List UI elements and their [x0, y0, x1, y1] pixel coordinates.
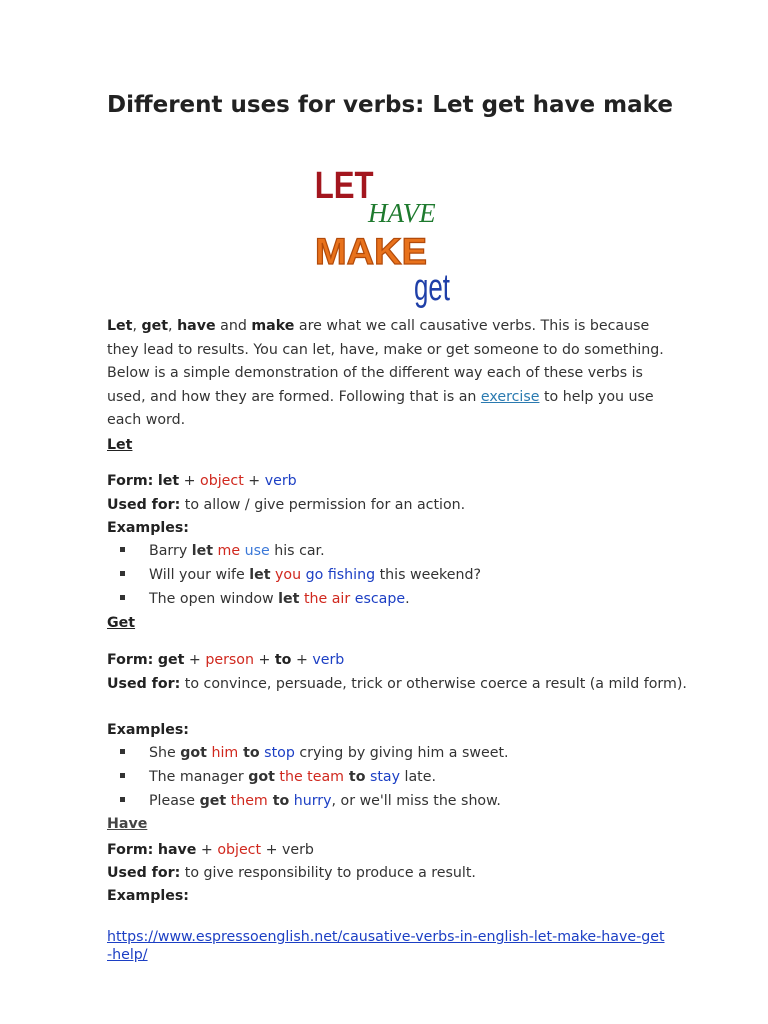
form-verb: get: [157, 652, 185, 668]
list-item: [120, 564, 481, 586]
ex-action: go fishing: [301, 567, 376, 583]
get-examples-label: [107, 719, 687, 741]
used-for-text: to convince, persuade, trick or otherwise coerce a result (a mild form).: [184, 676, 687, 692]
ex-text: crying by giving him a sweet.: [294, 745, 509, 761]
form-verb-part: verb: [281, 842, 314, 858]
bullet-icon: [120, 773, 125, 778]
ex-text: .: [405, 591, 410, 607]
logo-have: HAVE: [368, 198, 436, 228]
ex-text: , or we'll miss the show.: [331, 793, 501, 809]
ex-to: to: [238, 745, 260, 761]
ex-text: his car.: [269, 543, 325, 559]
bullet-icon: [120, 571, 125, 576]
ex-text: this weekend?: [375, 567, 482, 583]
ex-action: stay: [365, 769, 401, 785]
form-label: Form:: [107, 473, 154, 489]
ex-text: Please: [149, 793, 200, 809]
let-have-make-get-logo: [300, 160, 470, 310]
page-title: Different uses for verbs: Let get have make: [107, 92, 673, 118]
intro-end: to help you use each word.: [107, 388, 654, 428]
section-heading-let: Let: [107, 437, 133, 453]
ex-object: you: [270, 567, 302, 583]
used-for-label: Used for:: [107, 497, 181, 513]
intro-sep: ,: [168, 318, 178, 334]
form-verb: have: [157, 842, 197, 858]
intro-sep: and: [215, 318, 252, 334]
intro-sep: ,: [132, 318, 142, 334]
source-url-link[interactable]: https://www.espressoenglish.net/causative-verbs-in-english-let-make-have-get-help/: [107, 929, 665, 963]
bullet-icon: [120, 547, 125, 552]
have-examples-label: [107, 885, 687, 907]
ex-to: to: [343, 769, 366, 785]
list-item: [120, 588, 410, 610]
examples-label: Examples:: [107, 888, 189, 904]
ex-verb: let: [191, 543, 214, 559]
examples-label: Examples:: [107, 520, 189, 536]
form-label: Form:: [107, 652, 154, 668]
form-object: object: [200, 473, 244, 489]
form-verb-part: verb: [312, 652, 345, 668]
bullet-icon: [120, 797, 125, 802]
plus-sign: +: [248, 473, 261, 489]
intro-word-have: have: [177, 318, 216, 334]
ex-verb: got: [180, 745, 207, 761]
get-used-line: [107, 673, 687, 695]
logo-get: get: [414, 267, 451, 309]
ex-action: hurry: [289, 793, 332, 809]
have-used-line: [107, 862, 687, 884]
have-form-line: [107, 839, 687, 861]
bullet-icon: [120, 749, 125, 754]
ex-verb: got: [248, 769, 275, 785]
form-label: Form:: [107, 842, 154, 858]
ex-action: escape: [350, 591, 406, 607]
ex-object: the team: [274, 769, 344, 785]
ex-verb: let: [278, 591, 300, 607]
list-item: [120, 742, 509, 764]
ex-object: them: [226, 793, 268, 809]
intro-word-get: get: [141, 318, 169, 334]
ex-text: She: [149, 745, 181, 761]
form-verb: let: [157, 473, 180, 489]
used-for-text: to give responsibility to produce a result.: [184, 865, 476, 881]
let-form-line: [107, 470, 687, 492]
plus-sign: +: [258, 652, 271, 668]
ex-action: use: [240, 543, 270, 559]
intro-word-let: Let: [107, 318, 133, 334]
section-heading-get: Get: [107, 615, 136, 631]
plus-sign: +: [200, 842, 213, 858]
ex-verb: let: [249, 567, 271, 583]
form-verb-part: verb: [264, 473, 297, 489]
ex-text: Barry: [149, 543, 192, 559]
plus-sign: +: [295, 652, 308, 668]
form-to: to: [274, 652, 292, 668]
ex-object: the air: [299, 591, 351, 607]
let-used-line: [107, 494, 687, 516]
plus-sign: +: [188, 652, 201, 668]
ex-text: late.: [400, 769, 436, 785]
list-item: [120, 540, 325, 562]
intro-text: are what we call causative verbs. This is because they lead to results. You can let, have, make or get someone to do something. Below is a simple demonstration of the different way each of these verbs is used, and how they are formed. Following that is an: [107, 318, 664, 405]
get-form-line: [107, 649, 687, 671]
list-item: [120, 766, 436, 788]
form-object: object: [217, 842, 262, 858]
ex-to: to: [267, 793, 290, 809]
examples-label: Examples:: [107, 722, 189, 738]
ex-text: Will your wife: [149, 567, 250, 583]
bullet-icon: [120, 595, 125, 600]
used-for-label: Used for:: [107, 865, 181, 881]
let-examples-label: [107, 517, 687, 539]
ex-text: The open window: [149, 591, 279, 607]
ex-text: The manager: [149, 769, 249, 785]
intro-word-make: make: [251, 318, 295, 334]
ex-verb: get: [199, 793, 227, 809]
plus-sign: +: [183, 473, 196, 489]
plus-sign: +: [265, 842, 278, 858]
used-for-label: Used for:: [107, 676, 181, 692]
ex-object: me: [213, 543, 241, 559]
logo-let: LET: [314, 165, 374, 207]
form-object: person: [205, 652, 254, 668]
section-heading-have: Have: [107, 816, 148, 832]
used-for-text: to allow / give permission for an action.: [184, 497, 466, 513]
ex-object: him: [206, 745, 239, 761]
ex-action: stop: [259, 745, 295, 761]
list-item: [120, 790, 501, 812]
exercise-link[interactable]: exercise: [480, 388, 540, 405]
intro-paragraph: [107, 315, 682, 433]
logo-make: MAKE: [315, 231, 427, 272]
